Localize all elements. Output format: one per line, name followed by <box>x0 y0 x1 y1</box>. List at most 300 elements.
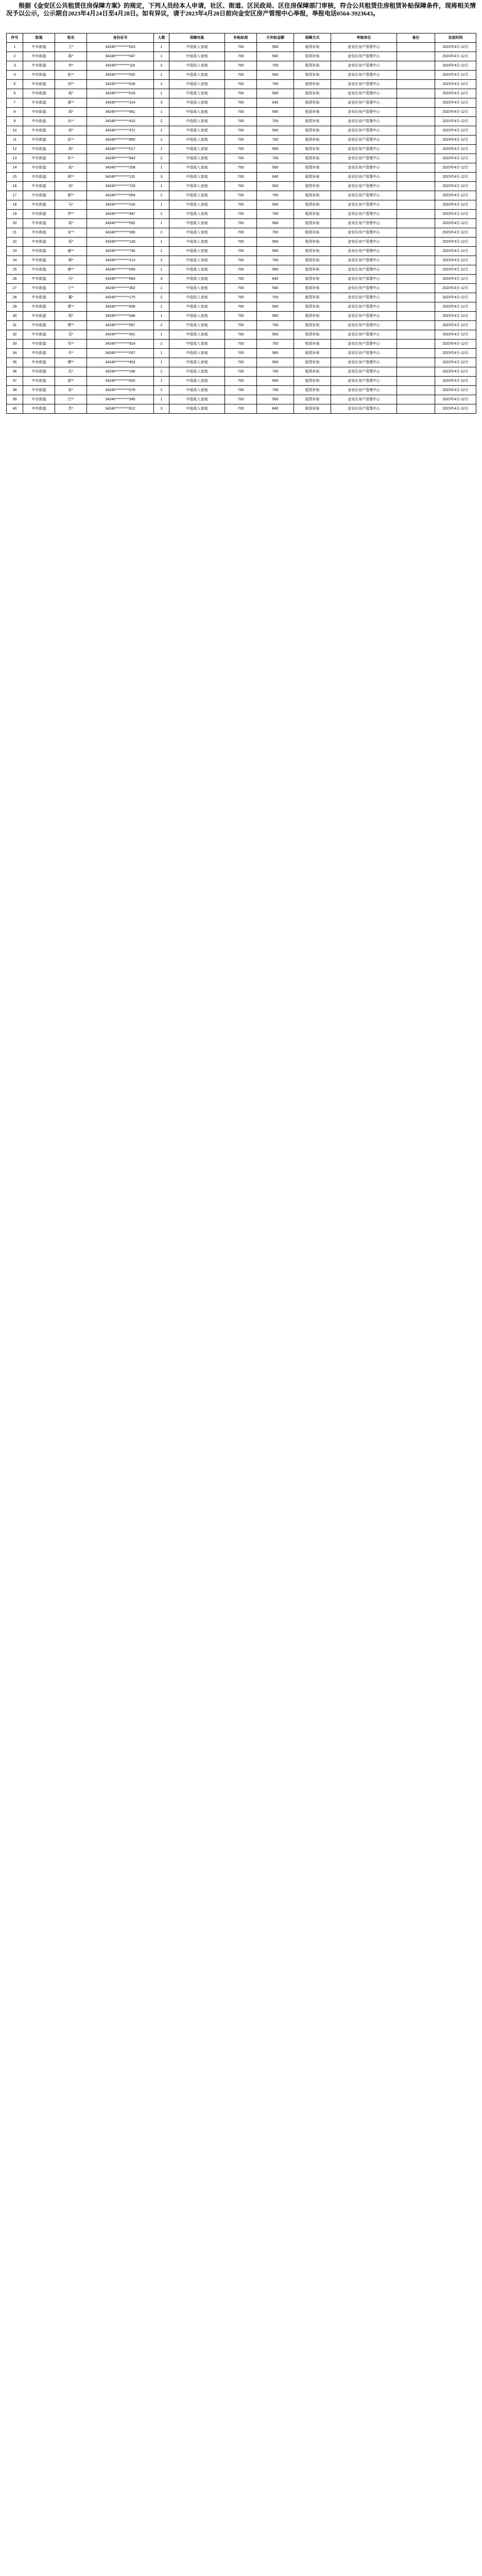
table-cell <box>397 247 435 256</box>
table-cell: 中低收入家庭 <box>169 293 225 302</box>
table-cell: 金安区房产管理中心 <box>331 256 397 265</box>
table-cell: 2023年4月-12月 <box>435 126 476 135</box>
table-cell: 租赁补贴 <box>294 108 331 117</box>
table-cell: 6 <box>7 89 23 98</box>
table-cell: 1 <box>154 71 169 80</box>
table-cell: 租赁补贴 <box>294 293 331 302</box>
table-cell: 560 <box>257 219 294 228</box>
table-cell: 700 <box>225 210 257 219</box>
table-cell <box>397 71 435 80</box>
table-cell: 2023年4月-12月 <box>435 52 476 61</box>
table-cell: 租赁补贴 <box>294 43 331 52</box>
table-cell: 租赁补贴 <box>294 98 331 108</box>
table-cell: 3 <box>7 61 23 71</box>
table-cell: 中市街道 <box>23 330 55 340</box>
table-cell <box>397 89 435 98</box>
table-row <box>7 71 476 80</box>
table-cell: 34240**********694 <box>87 275 154 284</box>
table-cell <box>397 284 435 293</box>
table-cell: 中低收入家庭 <box>169 43 225 52</box>
table-cell: 萧** <box>55 302 87 312</box>
table-cell: 租赁补贴 <box>294 210 331 219</box>
table-cell: 700 <box>225 191 257 200</box>
table-cell: 560 <box>257 108 294 117</box>
table-cell: 700 <box>225 182 257 191</box>
table-cell: 中低收入家庭 <box>169 302 225 312</box>
table-cell: 2023年4月-12月 <box>435 302 476 312</box>
header-cell: 发放时间 <box>435 33 476 43</box>
table-cell: 700 <box>225 275 257 284</box>
table-cell: 700 <box>257 117 294 126</box>
table-cell: 2023年4月-12月 <box>435 349 476 358</box>
table-cell: 700 <box>225 126 257 135</box>
table-cell: 租赁补贴 <box>294 135 331 145</box>
table-cell: 11 <box>7 135 23 145</box>
table-cell: 中低收入家庭 <box>169 367 225 377</box>
table-cell: 2023年4月-12月 <box>435 145 476 154</box>
table-cell: 1 <box>154 302 169 312</box>
table-row <box>7 145 476 154</box>
table-row <box>7 321 476 330</box>
table-cell: 1 <box>154 200 169 210</box>
table-cell: 中低收入家庭 <box>169 312 225 321</box>
table-cell: 2 <box>7 52 23 61</box>
notice-text: 根据《金安区公共租赁住房保障方案》的规定，下列人员经本人申请，社区、街道、区民政局、区住房保障部门审核，符合公共租赁住房租赁补贴保障条件，现将相关情况予以公示，公示期自2023年4月24日至4月28日。如有异议，请于2023年4月28日前向金安区房产管理中心举报，举报电话0564-3923643。 <box>6 2 476 17</box>
table-cell: 34240**********208 <box>87 163 154 173</box>
table-cell: 560 <box>257 265 294 275</box>
table-cell: 21 <box>7 228 23 238</box>
table-header-row <box>7 33 476 43</box>
table-cell: 中市街道 <box>23 275 55 284</box>
table-cell: 34240**********587 <box>87 321 154 330</box>
table-cell: 700 <box>225 228 257 238</box>
table-cell: 700 <box>257 61 294 71</box>
table-cell: 560 <box>257 145 294 154</box>
table-cell: 2 <box>154 386 169 395</box>
table-cell: 中市街道 <box>23 117 55 126</box>
table-cell: 金安区房产管理中心 <box>331 377 397 386</box>
table-cell: 租赁补贴 <box>294 182 331 191</box>
table-cell: 2023年4月-12月 <box>435 275 476 284</box>
table-cell: 2023年4月-12月 <box>435 312 476 321</box>
table-row <box>7 395 476 404</box>
table-cell: 金安区房产管理中心 <box>331 247 397 256</box>
table-cell: 金安区房产管理中心 <box>331 404 397 414</box>
table-cell <box>397 43 435 52</box>
table-cell: 2023年4月-12月 <box>435 293 476 302</box>
table-cell: 黄** <box>55 98 87 108</box>
table-cell: 金安区房产管理中心 <box>331 182 397 191</box>
table-cell: 27 <box>7 284 23 293</box>
table-cell: 曾** <box>55 377 87 386</box>
table-cell: 中低收入家庭 <box>169 340 225 349</box>
table-cell: 34240**********643 <box>87 154 154 163</box>
table-cell: 31 <box>7 321 23 330</box>
table-cell: 金安区房产管理中心 <box>331 284 397 293</box>
table-cell: 中市街道 <box>23 367 55 377</box>
table-cell: 梁* <box>55 219 87 228</box>
table-cell: 700 <box>225 61 257 71</box>
table-cell: 租赁补贴 <box>294 302 331 312</box>
table-cell <box>397 182 435 191</box>
table-cell: 2023年4月-12月 <box>435 117 476 126</box>
table-cell: 1 <box>154 358 169 367</box>
table-cell: 40 <box>7 404 23 414</box>
table-cell: 29 <box>7 302 23 312</box>
table-cell: 金安区房产管理中心 <box>331 71 397 80</box>
table-cell: 金安区房产管理中心 <box>331 145 397 154</box>
header-cell: 备注 <box>397 33 435 43</box>
table-cell: 中市街道 <box>23 302 55 312</box>
table-row <box>7 135 476 145</box>
table-cell: 中低收入家庭 <box>169 238 225 247</box>
table-cell: 2 <box>154 80 169 89</box>
table-cell: 中低收入家庭 <box>169 210 225 219</box>
table-cell: 34240**********037 <box>87 349 154 358</box>
table-cell: 金安区房产管理中心 <box>331 265 397 275</box>
table-cell: 中低收入家庭 <box>169 386 225 395</box>
table-cell: 中市街道 <box>23 89 55 98</box>
table-cell <box>397 302 435 312</box>
table-cell: 700 <box>225 89 257 98</box>
table-cell: 金安区房产管理中心 <box>331 154 397 163</box>
table-cell: 700 <box>225 367 257 377</box>
table-cell: 34240**********079 <box>87 386 154 395</box>
table-cell: 金安区房产管理中心 <box>331 108 397 117</box>
table-cell: 马* <box>55 200 87 210</box>
table-row <box>7 349 476 358</box>
table-cell: 中低收入家庭 <box>169 135 225 145</box>
table-cell: 20 <box>7 219 23 228</box>
table-cell: 34240**********054 <box>87 191 154 200</box>
table-row <box>7 275 476 284</box>
table-cell: 中低收入家庭 <box>169 61 225 71</box>
table-cell: 中市街道 <box>23 238 55 247</box>
table-cell: 2023年4月-12月 <box>435 321 476 330</box>
table-cell: 560 <box>257 330 294 340</box>
table-cell <box>397 404 435 414</box>
table-cell: 租赁补贴 <box>294 117 331 126</box>
table-cell: 中低收入家庭 <box>169 52 225 61</box>
table-cell: 租赁补贴 <box>294 386 331 395</box>
table-cell: 34240**********213 <box>87 256 154 265</box>
table-cell: 34240**********410 <box>87 117 154 126</box>
table-cell <box>397 126 435 135</box>
table-cell: 700 <box>225 219 257 228</box>
table-cell: 朱** <box>55 154 87 163</box>
table-cell <box>397 275 435 284</box>
table-cell: 林** <box>55 173 87 182</box>
table-cell: 560 <box>257 358 294 367</box>
table-cell: 2023年4月-12月 <box>435 210 476 219</box>
table-cell: 2023年4月-12月 <box>435 200 476 210</box>
table-cell: 中低收入家庭 <box>169 145 225 154</box>
table-row <box>7 182 476 191</box>
table-cell: 2023年4月-12月 <box>435 377 476 386</box>
table-cell: 1 <box>154 163 169 173</box>
table-cell: 2 <box>154 135 169 145</box>
table-cell <box>397 135 435 145</box>
table-cell: 租赁补贴 <box>294 377 331 386</box>
table-cell: 沈* <box>55 367 87 377</box>
table-cell: 34240**********092 <box>87 219 154 228</box>
table-cell: 杨* <box>55 89 87 98</box>
table-cell <box>397 340 435 349</box>
table-cell <box>397 191 435 200</box>
table-cell: 何* <box>55 182 87 191</box>
table-cell: 700 <box>225 256 257 265</box>
table-cell: 2023年4月-12月 <box>435 89 476 98</box>
table-cell: 租赁补贴 <box>294 71 331 80</box>
table-cell <box>397 349 435 358</box>
table-cell: 560 <box>257 247 294 256</box>
table-cell: 刘** <box>55 80 87 89</box>
table-cell: 700 <box>257 340 294 349</box>
table-cell: 租赁补贴 <box>294 275 331 284</box>
table-cell: 曹** <box>55 321 87 330</box>
table-cell: 700 <box>225 71 257 80</box>
table-cell: 中市街道 <box>23 377 55 386</box>
table-cell: 2023年4月-12月 <box>435 228 476 238</box>
header-cell: 街道 <box>23 33 55 43</box>
table-cell: 中低收入家庭 <box>169 330 225 340</box>
table-row <box>7 210 476 219</box>
table-cell: 中低收入家庭 <box>169 395 225 404</box>
table-cell: 2023年4月-12月 <box>435 265 476 275</box>
table-cell: 840 <box>257 404 294 414</box>
table-cell: 1 <box>154 330 169 340</box>
table-cell: 彭* <box>55 386 87 395</box>
table-cell: 2023年4月-12月 <box>435 154 476 163</box>
table-cell: 2023年4月-12月 <box>435 43 476 52</box>
table-cell: 金安区房产管理中心 <box>331 312 397 321</box>
table-cell: 30 <box>7 312 23 321</box>
table-cell: 租赁补贴 <box>294 228 331 238</box>
table-cell: 700 <box>257 210 294 219</box>
table-cell: 邓** <box>55 340 87 349</box>
table-cell: 中低收入家庭 <box>169 256 225 265</box>
table-cell: 560 <box>257 284 294 293</box>
table-cell: 中低收入家庭 <box>169 349 225 358</box>
table-cell: 中低收入家庭 <box>169 71 225 80</box>
table-cell: 700 <box>257 386 294 395</box>
table-cell: 36 <box>7 367 23 377</box>
table-cell <box>397 200 435 210</box>
table-cell: 中市街道 <box>23 358 55 367</box>
table-cell: 2023年4月-12月 <box>435 358 476 367</box>
table-cell: 700 <box>225 284 257 293</box>
table-cell: 2 <box>154 367 169 377</box>
table-cell: 胡* <box>55 145 87 154</box>
table-cell: 中市街道 <box>23 80 55 89</box>
table-cell: 34240**********261 <box>87 330 154 340</box>
table-cell: 2023年4月-12月 <box>435 330 476 340</box>
table-cell: 罗** <box>55 210 87 219</box>
table-row <box>7 358 476 367</box>
table-row <box>7 200 476 210</box>
table-cell: 2 <box>154 191 169 200</box>
table-cell: 金安区房产管理中心 <box>331 238 397 247</box>
table-cell: 金安区房产管理中心 <box>331 386 397 395</box>
table-cell: 1 <box>154 284 169 293</box>
table-cell: 中市街道 <box>23 284 55 293</box>
table-row <box>7 367 476 377</box>
table-cell: 700 <box>225 154 257 163</box>
table-cell <box>397 163 435 173</box>
table-cell: 3 <box>154 404 169 414</box>
table-cell: 34240**********836 <box>87 302 154 312</box>
header-cell: 补贴标准 <box>225 33 257 43</box>
table-cell: 16 <box>7 182 23 191</box>
table-cell: 租赁补贴 <box>294 312 331 321</box>
table-cell: 2023年4月-12月 <box>435 238 476 247</box>
table-cell: 560 <box>257 200 294 210</box>
table-cell: 34240**********914 <box>87 340 154 349</box>
table-cell <box>397 210 435 219</box>
table-cell: 560 <box>257 182 294 191</box>
table-cell: 2 <box>154 228 169 238</box>
table-cell: 2023年4月-12月 <box>435 163 476 173</box>
table-cell: 金安区房产管理中心 <box>331 330 397 340</box>
table-cell: 34240**********061 <box>87 108 154 117</box>
table-cell: 9 <box>7 117 23 126</box>
table-cell: 李* <box>55 61 87 71</box>
table-cell: 2023年4月-12月 <box>435 191 476 200</box>
table-cell: 34240**********047 <box>87 52 154 61</box>
table-cell: 34 <box>7 349 23 358</box>
table-cell: 2023年4月-12月 <box>435 182 476 191</box>
table-row <box>7 330 476 340</box>
table-cell <box>397 256 435 265</box>
table-cell: 700 <box>225 395 257 404</box>
table-cell: 谢** <box>55 247 87 256</box>
table-cell: 34240**********620 <box>87 377 154 386</box>
table-cell: 700 <box>225 404 257 414</box>
table-cell: 34240**********019 <box>87 89 154 98</box>
table-cell: 金安区房产管理中心 <box>331 200 397 210</box>
table-cell: 1 <box>7 43 23 52</box>
table-cell: 2 <box>154 117 169 126</box>
table-cell: 2023年4月-12月 <box>435 61 476 71</box>
table-row <box>7 61 476 71</box>
table-cell: 700 <box>257 256 294 265</box>
table-cell: 中低收入家庭 <box>169 275 225 284</box>
table-cell: 700 <box>225 302 257 312</box>
table-cell <box>397 358 435 367</box>
table-cell: 中市街道 <box>23 126 55 135</box>
table-cell: 560 <box>257 52 294 61</box>
table-cell <box>397 52 435 61</box>
table-cell: 金安区房产管理中心 <box>331 321 397 330</box>
table-cell: 840 <box>257 98 294 108</box>
table-row <box>7 386 476 395</box>
table-cell: 4 <box>7 71 23 80</box>
table-cell: 租赁补贴 <box>294 321 331 330</box>
table-row <box>7 238 476 247</box>
table-cell: 租赁补贴 <box>294 80 331 89</box>
table-cell <box>397 219 435 228</box>
table-cell: 560 <box>257 377 294 386</box>
table-cell: 中低收入家庭 <box>169 284 225 293</box>
table-row <box>7 219 476 228</box>
table-cell: 金安区房产管理中心 <box>331 80 397 89</box>
table-cell <box>397 154 435 163</box>
table-row <box>7 404 476 414</box>
table-cell: 郑* <box>55 238 87 247</box>
table-cell: 金安区房产管理中心 <box>331 275 397 284</box>
table-row <box>7 284 476 293</box>
table-cell: 中低收入家庭 <box>169 404 225 414</box>
table-cell: 中市街道 <box>23 135 55 145</box>
table-cell: 34240**********812 <box>87 404 154 414</box>
table-cell: 租赁补贴 <box>294 238 331 247</box>
table-cell: 3 <box>154 98 169 108</box>
table-cell: 金安区房产管理中心 <box>331 293 397 302</box>
table-cell: 租赁补贴 <box>294 219 331 228</box>
table-cell: 金安区房产管理中心 <box>331 52 397 61</box>
table-cell: 560 <box>257 302 294 312</box>
table-cell: 700 <box>257 293 294 302</box>
table-cell: 2023年4月-12月 <box>435 219 476 228</box>
table-cell: 金安区房产管理中心 <box>331 163 397 173</box>
table-cell: 中市街道 <box>23 293 55 302</box>
table-cell: 中市街道 <box>23 395 55 404</box>
table-cell: 吕** <box>55 395 87 404</box>
table-cell: 于** <box>55 284 87 293</box>
table-cell: 中低收入家庭 <box>169 321 225 330</box>
table-cell: 韩* <box>55 256 87 265</box>
table-cell: 中市街道 <box>23 154 55 163</box>
table-cell: 2 <box>154 340 169 349</box>
table-cell: 18 <box>7 200 23 210</box>
table-cell: 34240**********345 <box>87 395 154 404</box>
table-cell: 1 <box>154 182 169 191</box>
table-cell: 1 <box>154 52 169 61</box>
table-cell: 560 <box>257 349 294 358</box>
table-cell: 560 <box>257 238 294 247</box>
table-cell: 租赁补贴 <box>294 61 331 71</box>
table-cell: 宋** <box>55 228 87 238</box>
table-cell: 租赁补贴 <box>294 284 331 293</box>
table-cell: 34240**********729 <box>87 182 154 191</box>
table-cell: 张** <box>55 71 87 80</box>
table-cell: 周* <box>55 108 87 117</box>
table-cell: 22 <box>7 238 23 247</box>
header-cell: 人数 <box>154 33 169 43</box>
table-cell: 700 <box>225 135 257 145</box>
table-cell: 1 <box>154 89 169 98</box>
table-cell: 中低收入家庭 <box>169 163 225 173</box>
table-cell: 34240**********023 <box>87 43 154 52</box>
table-row <box>7 312 476 321</box>
table-cell: 700 <box>225 43 257 52</box>
table-cell: 中市街道 <box>23 71 55 80</box>
table-cell <box>397 117 435 126</box>
table-cell: 中市街道 <box>23 265 55 275</box>
table-cell: 1 <box>154 145 169 154</box>
table-row <box>7 340 476 349</box>
table-row <box>7 89 476 98</box>
table-row <box>7 43 476 52</box>
table-cell: 租赁补贴 <box>294 200 331 210</box>
table-cell: 中市街道 <box>23 404 55 414</box>
table-cell: 金安区房产管理中心 <box>331 61 397 71</box>
table-cell: 1 <box>154 377 169 386</box>
table-cell: 租赁补贴 <box>294 247 331 256</box>
table-cell: 34240**********131 <box>87 173 154 182</box>
table-cell: 1 <box>154 247 169 256</box>
table-cell: 700 <box>225 340 257 349</box>
